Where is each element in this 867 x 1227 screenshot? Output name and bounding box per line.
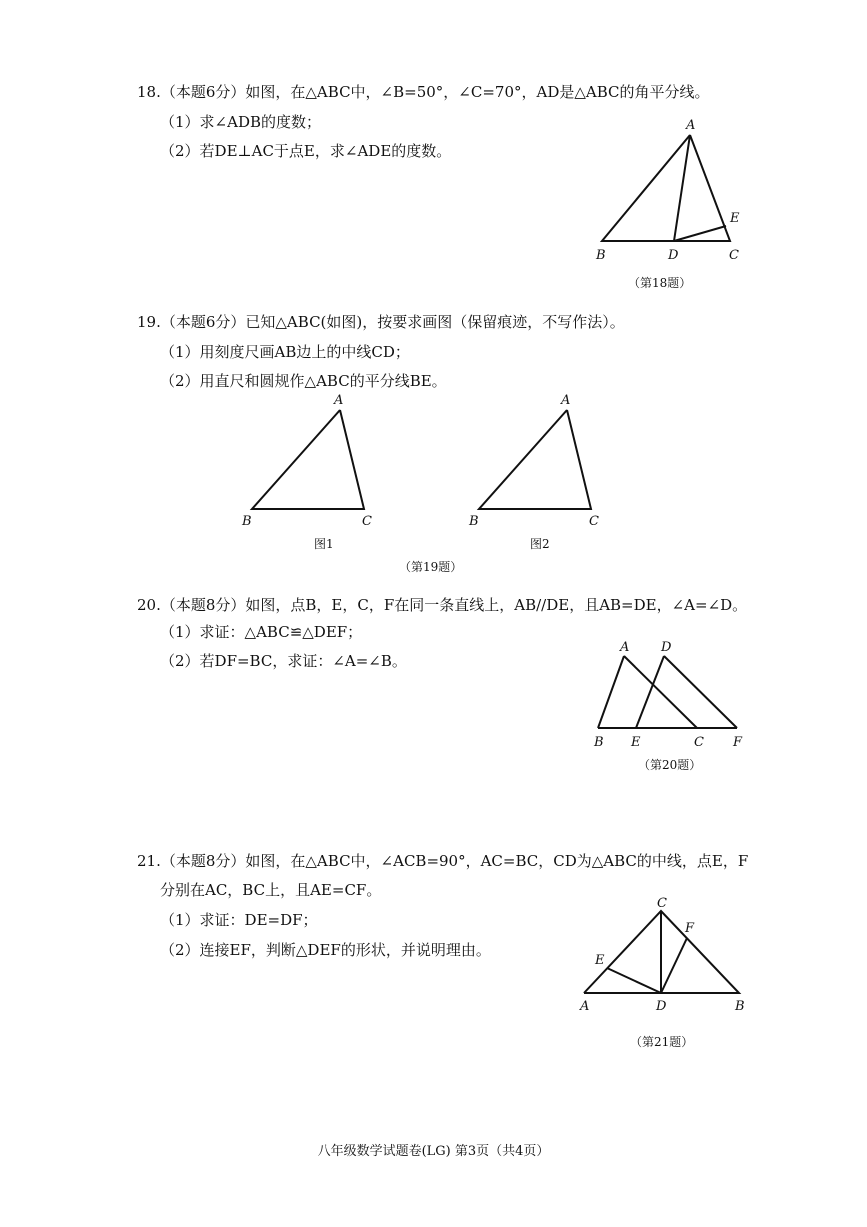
- q19-figure-1: [236, 392, 386, 532]
- q21-caption: （第21题）: [630, 1035, 694, 1049]
- q20-segment-df: [664, 656, 737, 728]
- q20-figure: [588, 636, 753, 756]
- q18-figure: [590, 115, 750, 265]
- q19-figure-2: [463, 392, 613, 532]
- q18-label-e: E: [730, 211, 740, 226]
- q20-part1: （1）求证：△ABC≌△DEF；: [160, 623, 363, 641]
- q18-stem: 18.（本题6分）如图，在△ABC中，∠B=50°，∠C=70°，AD是△ABC的角平分线。: [137, 83, 710, 101]
- q20-label-d: D: [661, 640, 672, 655]
- q20-label-b: B: [594, 735, 604, 750]
- q18-label-b: B: [596, 248, 606, 263]
- q21-label-c: C: [657, 896, 667, 911]
- q21-stem-continued: 分别在AC，BC上，且AE=CF。: [160, 881, 382, 899]
- q19-fig1-label-a: A: [334, 393, 344, 408]
- q20-stem: 20.（本题8分）如图，点B，E，C，F在同一条直线上，AB//DE，且AB=DE，∠A=∠D。: [137, 596, 748, 614]
- q21-segment-de: [607, 968, 661, 993]
- q18-label-c: C: [729, 248, 739, 263]
- q18-part2: （2）若DE⊥AC于点E，求∠ADE的度数。: [160, 142, 452, 160]
- q19-caption: （第19题）: [399, 560, 463, 574]
- q20-label-f: F: [733, 735, 743, 750]
- q19-part2: （2）用直尺和圆规作△ABC的平分线BE。: [160, 372, 447, 390]
- q20-label-c: C: [694, 735, 704, 750]
- q20-label-a: A: [620, 640, 630, 655]
- q18-triangle-abc: [602, 135, 730, 241]
- q21-label-e: E: [595, 953, 605, 968]
- q19-fig2-label-b: B: [469, 514, 479, 529]
- q19-fig1-caption: 图1: [314, 537, 334, 551]
- q19-part1: （1）用刻度尺画AB边上的中线CD；: [160, 343, 410, 361]
- q18-segment-de: [674, 226, 726, 241]
- q19-fig2-label-c: C: [589, 514, 599, 529]
- q21-label-f: F: [685, 921, 695, 936]
- page-footer: 八年级数学试题卷(LG) 第3页（共4页）: [317, 1144, 550, 1159]
- q21-figure: [574, 894, 754, 1024]
- q19-stem: 19.（本题6分）已知△ABC(如图)，按要求画图（保留痕迹，不写作法）。: [137, 313, 625, 331]
- q18-caption: （第18题）: [628, 276, 692, 290]
- q20-caption: （第20题）: [638, 758, 702, 772]
- q21-segment-df: [661, 938, 687, 993]
- q21-label-b: B: [735, 999, 745, 1014]
- q21-part2: （2）连接EF，判断△DEF的形状，并说明理由。: [160, 941, 491, 959]
- q19-fig1-label-c: C: [362, 514, 372, 529]
- q21-label-a: A: [580, 999, 590, 1014]
- q18-label-a: A: [686, 118, 696, 133]
- q20-segment-ab: [598, 656, 624, 728]
- q19-fig2-label-a: A: [561, 393, 571, 408]
- q21-part1: （1）求证：DE=DF；: [160, 911, 318, 929]
- q19-fig1-label-b: B: [242, 514, 252, 529]
- q20-part2: （2）若DF=BC，求证：∠A=∠B。: [160, 652, 407, 670]
- q18-part1: （1）求∠ADB的度数；: [160, 113, 321, 131]
- q21-stem: 21.（本题8分）如图，在△ABC中，∠ACB=90°，AC=BC，CD为△ABC的中线，点E，F: [137, 852, 749, 870]
- q18-label-d: D: [668, 248, 679, 263]
- q19-fig2-caption: 图2: [530, 537, 550, 551]
- q20-label-e: E: [631, 735, 641, 750]
- q21-label-d: D: [656, 999, 667, 1014]
